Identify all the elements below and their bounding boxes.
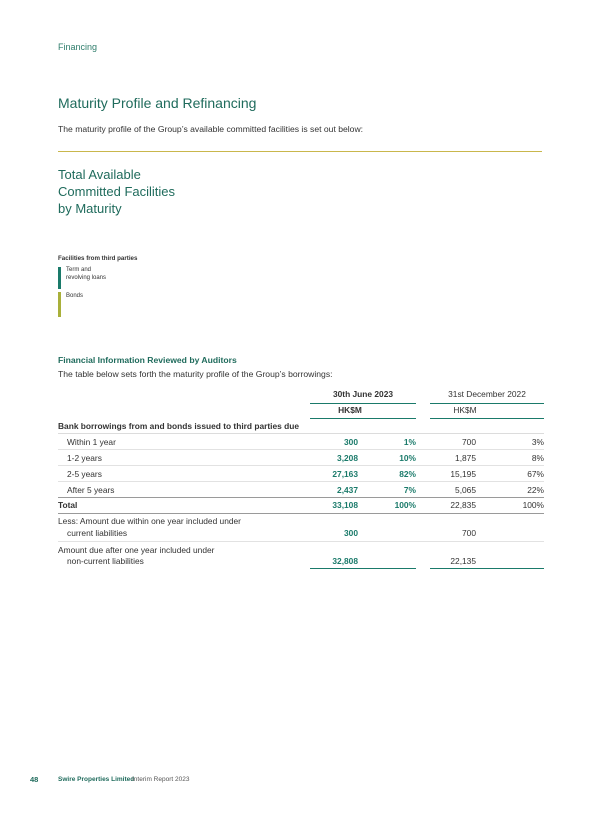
legend-heading: Facilities from third parties (58, 255, 138, 262)
row-current-value: 300 (344, 437, 358, 447)
page-number: 48 (30, 775, 39, 784)
less-current-value: 300 (344, 528, 358, 538)
total-prior-value: 22,835 (450, 500, 476, 510)
row-current-value: 2,437 (337, 485, 358, 495)
row-prior-value: 1,875 (455, 453, 476, 463)
period-prior-header: 31st December 2022 (448, 389, 526, 399)
legend-label-term-loans: Term and revolving loans (66, 267, 107, 281)
row-label: 2-5 years (67, 469, 102, 479)
header-rule (310, 418, 416, 419)
section-label: Financing (58, 42, 98, 52)
row-rule (58, 465, 544, 466)
footer-report: Interim Report 2023 (132, 776, 190, 783)
legend-label-bonds: Bonds (66, 293, 84, 299)
header-rule (430, 403, 544, 404)
reviewed-intro: The table below sets forth the maturity profile of the Group’s borrowings: (58, 369, 333, 379)
row-rule (58, 433, 544, 434)
total-label: Total (58, 500, 78, 510)
unit-current-header: HK$M (338, 405, 362, 415)
total-prior-pct: 100% (522, 500, 544, 510)
header-rule (310, 403, 416, 404)
period-current-header: 30th June 2023 (332, 389, 394, 399)
after-current-value: 32,808 (332, 556, 358, 566)
after-prior-value: 22,135 (450, 556, 476, 566)
footer-company: Swire Properties Limited (58, 776, 135, 783)
row-rule (58, 481, 544, 482)
chart-title-line: Committed Facilities (58, 184, 176, 199)
group-heading: Bank borrowings from and bonds issued to third parties due (58, 421, 300, 431)
row-prior-pct: 8% (531, 453, 544, 463)
total-current-pct: 100% (394, 500, 416, 510)
row-prior-pct: 22% (527, 485, 544, 495)
header-rule (430, 418, 544, 419)
bottom-rule (430, 568, 544, 569)
row-rule (58, 497, 544, 498)
page-title: Maturity Profile and Refinancing (58, 95, 257, 111)
less-label-line1: Less: Amount due within one year included under (58, 516, 241, 526)
row-prior-value: 5,065 (455, 485, 476, 495)
less-label-line2: current liabilities (67, 528, 128, 538)
less-prior-value: 700 (462, 528, 476, 538)
bottom-rule (310, 568, 416, 569)
row-current-value: 27,163 (332, 469, 358, 479)
row-current-pct: 7% (403, 485, 416, 495)
row-prior-pct: 3% (531, 437, 544, 447)
intro-text: The maturity profile of the Group’s available committed facilities is set out below: (58, 124, 364, 134)
chart-title-line: Total Available (58, 167, 141, 182)
row-current-pct: 1% (403, 437, 416, 447)
row-label: 1-2 years (67, 453, 102, 463)
row-rule (58, 513, 544, 514)
chart-title-line: by Maturity (58, 201, 122, 216)
legend-swatch-bonds (58, 292, 61, 317)
row-current-value: 3,208 (337, 453, 358, 463)
legend-swatch-term-loans (58, 267, 61, 289)
section-divider (58, 151, 542, 152)
row-prior-pct: 67% (527, 469, 544, 479)
row-label: Within 1 year (67, 437, 116, 447)
row-current-pct: 10% (399, 453, 416, 463)
row-prior-value: 700 (462, 437, 476, 447)
reviewed-heading: Financial Information Reviewed by Auditors (58, 355, 237, 365)
unit-prior-header: HK$M (453, 405, 477, 415)
chart-title (58, 166, 175, 217)
row-rule (58, 449, 544, 450)
after-label-line2: non-current liabilities (67, 556, 144, 566)
after-label-line1: Amount due after one year included under (58, 545, 215, 555)
row-prior-value: 15,195 (450, 469, 476, 479)
total-current-value: 33,108 (332, 500, 358, 510)
row-rule (58, 541, 544, 542)
row-label: After 5 years (67, 485, 115, 495)
row-current-pct: 82% (399, 469, 416, 479)
